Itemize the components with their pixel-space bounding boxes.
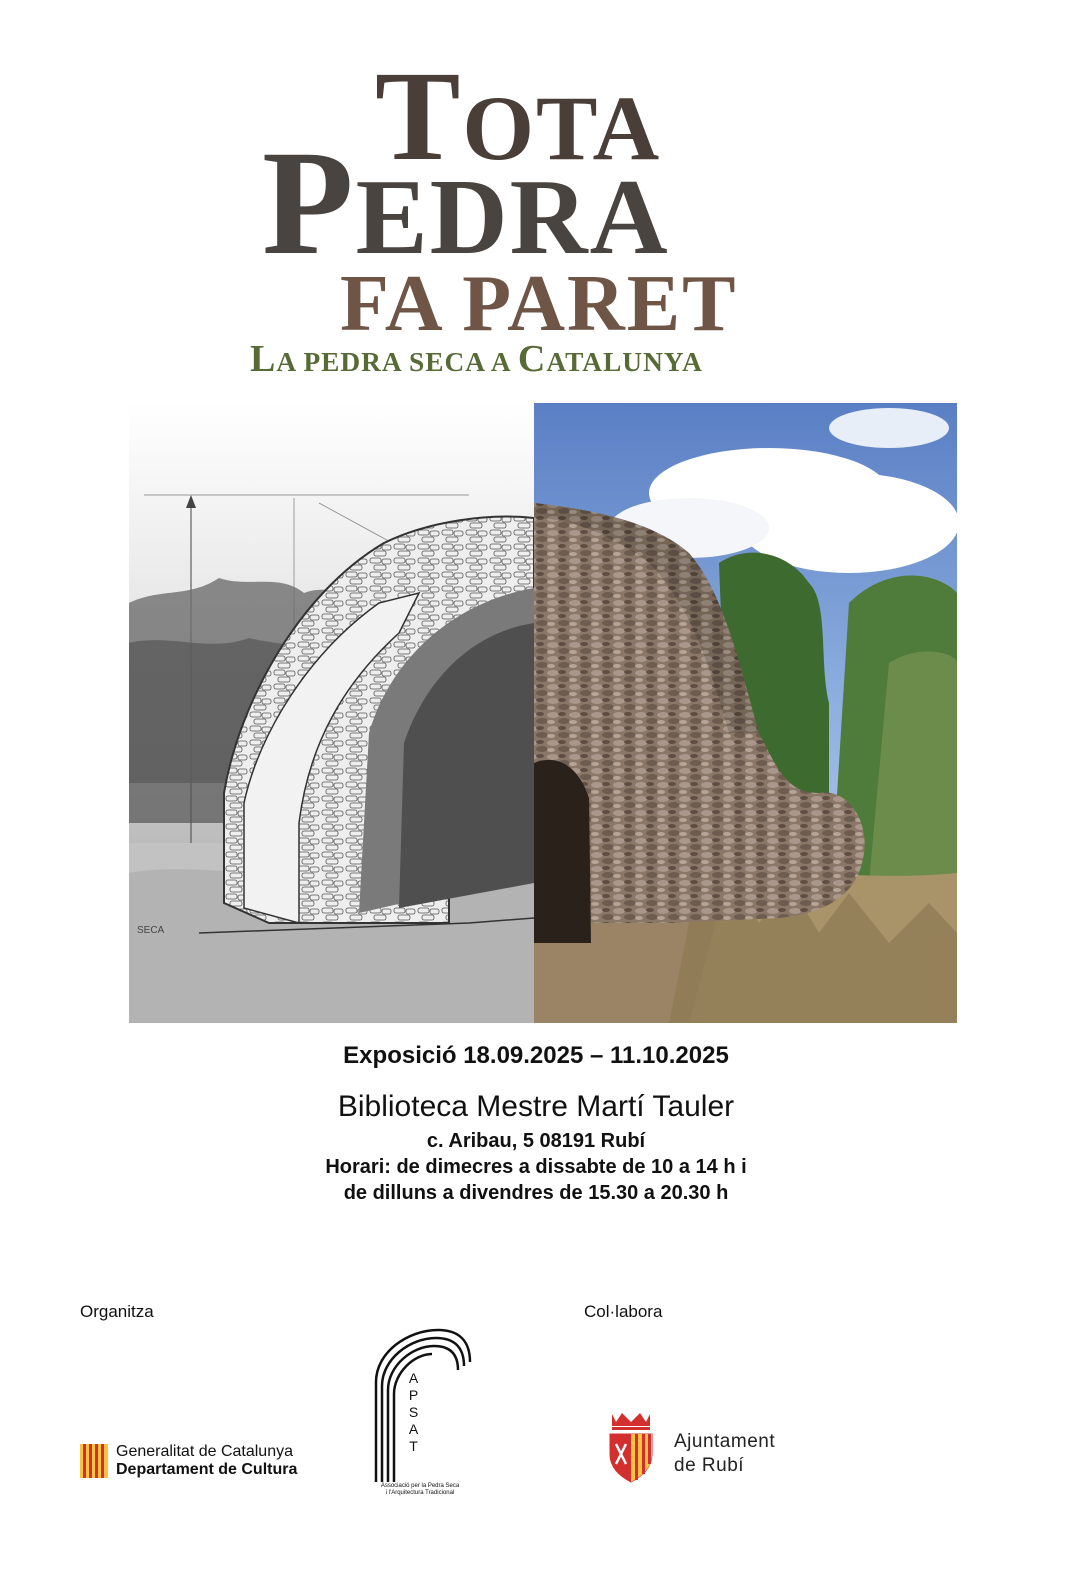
title-tota-rest: OTA: [462, 77, 662, 179]
sketch-signature: SECA: [137, 925, 165, 936]
subtitle-c: C: [517, 338, 547, 380]
apsat-letter-s: S: [408, 1404, 420, 1420]
subtitle-a: A PEDRA SECA A: [276, 347, 518, 377]
title-line-fa-paret: FA PARET: [340, 260, 738, 348]
apsat-caption-line2: i l'Arquitectura Tradicional: [385, 1490, 455, 1496]
organizers-label: Organitza: [80, 1302, 154, 1321]
venue-address: c. Aribau, 5 08191 Rubí: [426, 1130, 646, 1152]
collaborators-label: Col·labora: [584, 1302, 663, 1321]
apsat-letter-a2: A: [408, 1421, 420, 1437]
hero-picture: [129, 403, 957, 1023]
apsat-caption-line1: Associació per la Pedra Seca: [380, 1483, 460, 1489]
apsat-caption: [360, 1483, 480, 1497]
exhibition-dates: Exposició 18.09.2025 – 11.10.2025: [343, 1042, 729, 1069]
apsat-logo-icon: [368, 1322, 478, 1507]
opening-hours-line1: Horari: de dimecres a dissabte de 10 a 14 h i: [325, 1156, 747, 1178]
department-name: Departament de Cultura: [116, 1461, 298, 1478]
title-line-pedra: [262, 120, 670, 286]
title-subtitle: [250, 340, 703, 378]
generalitat-logo: [80, 1443, 297, 1479]
subtitle-l: L: [250, 338, 277, 380]
hut-illustration: [129, 403, 957, 1023]
title-tota-first: T: [375, 45, 463, 187]
subtitle-atalunya: ATALUNYA: [546, 347, 703, 377]
title-pedra-first: P: [262, 120, 356, 286]
apsat-letter-p: P: [408, 1387, 420, 1403]
rubi-line1: Ajuntament: [674, 1431, 776, 1452]
apsat-letter-a1: A: [408, 1370, 420, 1386]
photo-half: [534, 403, 957, 1023]
apsat-letter-t: T: [409, 1438, 419, 1454]
apsat-letters: [406, 1370, 422, 1455]
exhibition-venue: Biblioteca Mestre Martí Tauler: [337, 1090, 735, 1123]
sketch-half: [129, 403, 534, 1023]
poster-title: [0, 0, 1072, 390]
senyera-icon: [80, 1444, 108, 1478]
generalitat-name: Generalitat de Catalunya: [116, 1443, 293, 1460]
rubi-line2: de Rubí: [674, 1455, 745, 1476]
title-pedra-rest: EDRA: [355, 158, 670, 277]
rubi-coat-of-arms-icon: [606, 1410, 656, 1484]
opening-hours-line2: de dilluns a divendres de 15.30 a 20.30 h: [343, 1182, 729, 1204]
ajuntament-rubi-logo: [606, 1410, 775, 1484]
